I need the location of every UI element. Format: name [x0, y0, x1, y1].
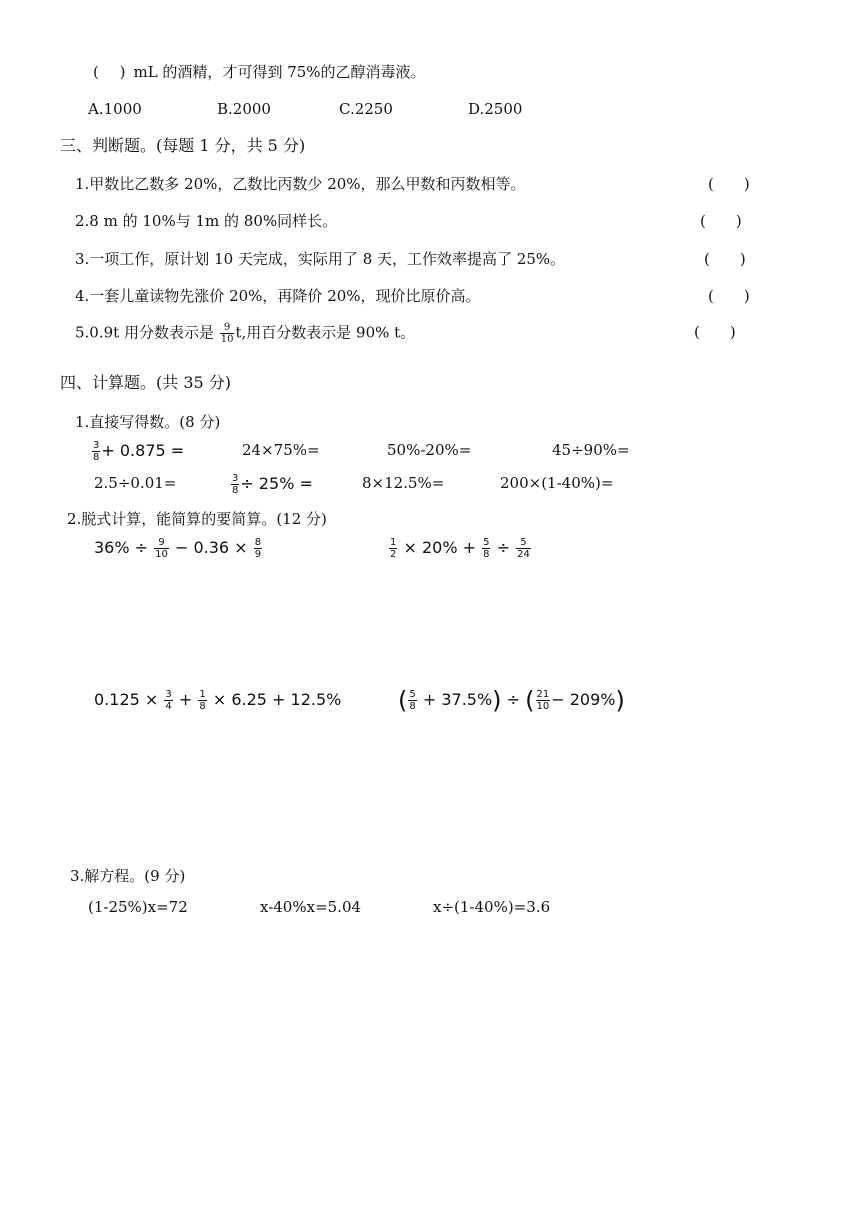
judge-blank-5: ( ): [694, 323, 736, 341]
fraction: [220, 322, 235, 345]
answer-paren: ( ): [93, 63, 134, 81]
judge-item-5-post: t,用百分数表示是 90% t。: [235, 323, 416, 342]
choice-d: D.2500: [468, 100, 523, 118]
judge-blank-1: ( ): [708, 175, 750, 193]
fraction-denominator: 8: [199, 701, 206, 712]
choice-c: C.2250: [339, 100, 393, 118]
fraction-numerator: 1: [390, 537, 397, 548]
fraction: [154, 537, 169, 560]
section-4-title: 四、计算题。(共 35 分): [60, 373, 232, 392]
judge-item-5: [75, 322, 415, 345]
fraction: [536, 689, 551, 712]
oral-calc-7: 8×12.5%=: [362, 474, 445, 492]
oral-calc-6-rest: ÷ 25% =: [240, 474, 313, 493]
oral-calc-4: 45÷90%=: [552, 441, 630, 459]
judge-blank-2: ( ): [700, 212, 742, 230]
fraction: [389, 537, 397, 560]
oral-calc-2: 24×75%=: [242, 441, 320, 459]
expr-text: 0.125 ×: [94, 690, 159, 709]
equation-3: x÷(1-40%)=3.6: [433, 898, 551, 916]
fraction: [482, 537, 490, 560]
fraction-numerator: 5: [516, 537, 531, 549]
fraction-denominator: 10: [220, 334, 234, 345]
judge-blank-3: ( ): [704, 250, 746, 268]
step-calc-1: [94, 537, 263, 560]
oral-calc-1: [91, 440, 184, 463]
equation-1: (1-25%)x=72: [88, 898, 188, 916]
part-3-title: 3.解方程。(9 分): [70, 867, 186, 885]
choice-b: B.2000: [217, 100, 271, 118]
fraction-denominator: 10: [155, 549, 168, 560]
left-paren: (: [525, 686, 535, 715]
fraction: [92, 440, 100, 463]
expr-text: − 209%: [551, 690, 616, 709]
expr-text: × 20% +: [403, 538, 477, 557]
expr-text: ÷: [496, 538, 510, 557]
right-paren: ): [492, 686, 502, 715]
question-tail-text: mL 的酒精，才可得到 75%的乙醇消毒液。: [133, 63, 426, 81]
step-calc-4: [398, 686, 625, 715]
fraction-numerator: 8: [254, 537, 262, 548]
judge-item-4: 4.一套儿童读物先涨价 20%，再降价 20%，现价比原价高。: [75, 287, 481, 305]
expr-text: +: [178, 690, 193, 709]
fraction-denominator: 9: [254, 549, 262, 560]
fraction-numerator: 5: [483, 537, 490, 548]
choice-a: A.1000: [88, 100, 142, 118]
fraction-numerator: 3: [165, 689, 172, 700]
fraction: [516, 537, 531, 560]
oral-calc-8: 200×(1-40%)=: [500, 474, 614, 492]
fraction-numerator: 9: [220, 322, 235, 334]
fraction-denominator: 4: [165, 701, 172, 712]
part-1-title: 1.直接写得数。(8 分): [75, 413, 221, 431]
fraction: [164, 689, 172, 712]
expr-text: ÷: [506, 690, 521, 709]
step-calc-2: [388, 537, 532, 560]
part-2-title: 2.脱式计算，能简算的要简算。(12 分): [67, 510, 327, 528]
step-calc-3: [94, 689, 341, 712]
fraction-denominator: 8: [483, 549, 490, 560]
fraction: [198, 689, 206, 712]
judge-item-5-pre: 5.0.9t 用分数表示是: [75, 323, 214, 342]
fraction-denominator: 8: [409, 701, 416, 712]
fraction: [231, 473, 239, 496]
fraction-numerator: 5: [409, 689, 416, 700]
section-3-title: 三、判断题。(每题 1 分，共 5 分): [60, 136, 306, 155]
fraction-numerator: 3: [232, 473, 239, 484]
equation-2: x-40%x=5.04: [260, 898, 362, 916]
expr-text: 36% ÷: [94, 538, 149, 557]
fraction-numerator: 9: [154, 537, 169, 549]
oral-calc-6: [230, 473, 313, 496]
question-tail: [93, 62, 426, 82]
fraction-numerator: 1: [199, 689, 206, 700]
oral-calc-1-rest: + 0.875 =: [101, 441, 185, 460]
left-paren: (: [398, 686, 408, 715]
expr-text: − 0.36 ×: [174, 538, 248, 557]
judge-item-1: 1.甲数比乙数多 20%，乙数比丙数少 20%，那么甲数和丙数相等。: [75, 175, 526, 193]
judge-item-2: 2.8 m 的 10%与 1m 的 80%同样长。: [75, 212, 338, 230]
fraction: [254, 537, 262, 560]
fraction-numerator: 21: [536, 689, 550, 700]
fraction: [408, 689, 416, 712]
fraction-denominator: 2: [390, 549, 397, 560]
judge-blank-4: ( ): [708, 287, 750, 305]
expr-text: × 6.25 + 12.5%: [212, 690, 342, 709]
fraction-denominator: 8: [232, 485, 239, 496]
right-paren: ): [615, 686, 625, 715]
oral-calc-5: 2.5÷0.01=: [94, 474, 177, 492]
fraction-denominator: 24: [517, 549, 530, 560]
oral-calc-3: 50%-20%=: [387, 441, 472, 459]
expr-text: + 37.5%: [422, 690, 493, 709]
fraction-denominator: 10: [536, 701, 550, 712]
fraction-denominator: 8: [93, 452, 100, 463]
fraction-numerator: 3: [93, 440, 100, 451]
judge-item-3: 3.一项工作，原计划 10 天完成，实际用了 8 天，工作效率提高了 25%。: [75, 250, 566, 268]
